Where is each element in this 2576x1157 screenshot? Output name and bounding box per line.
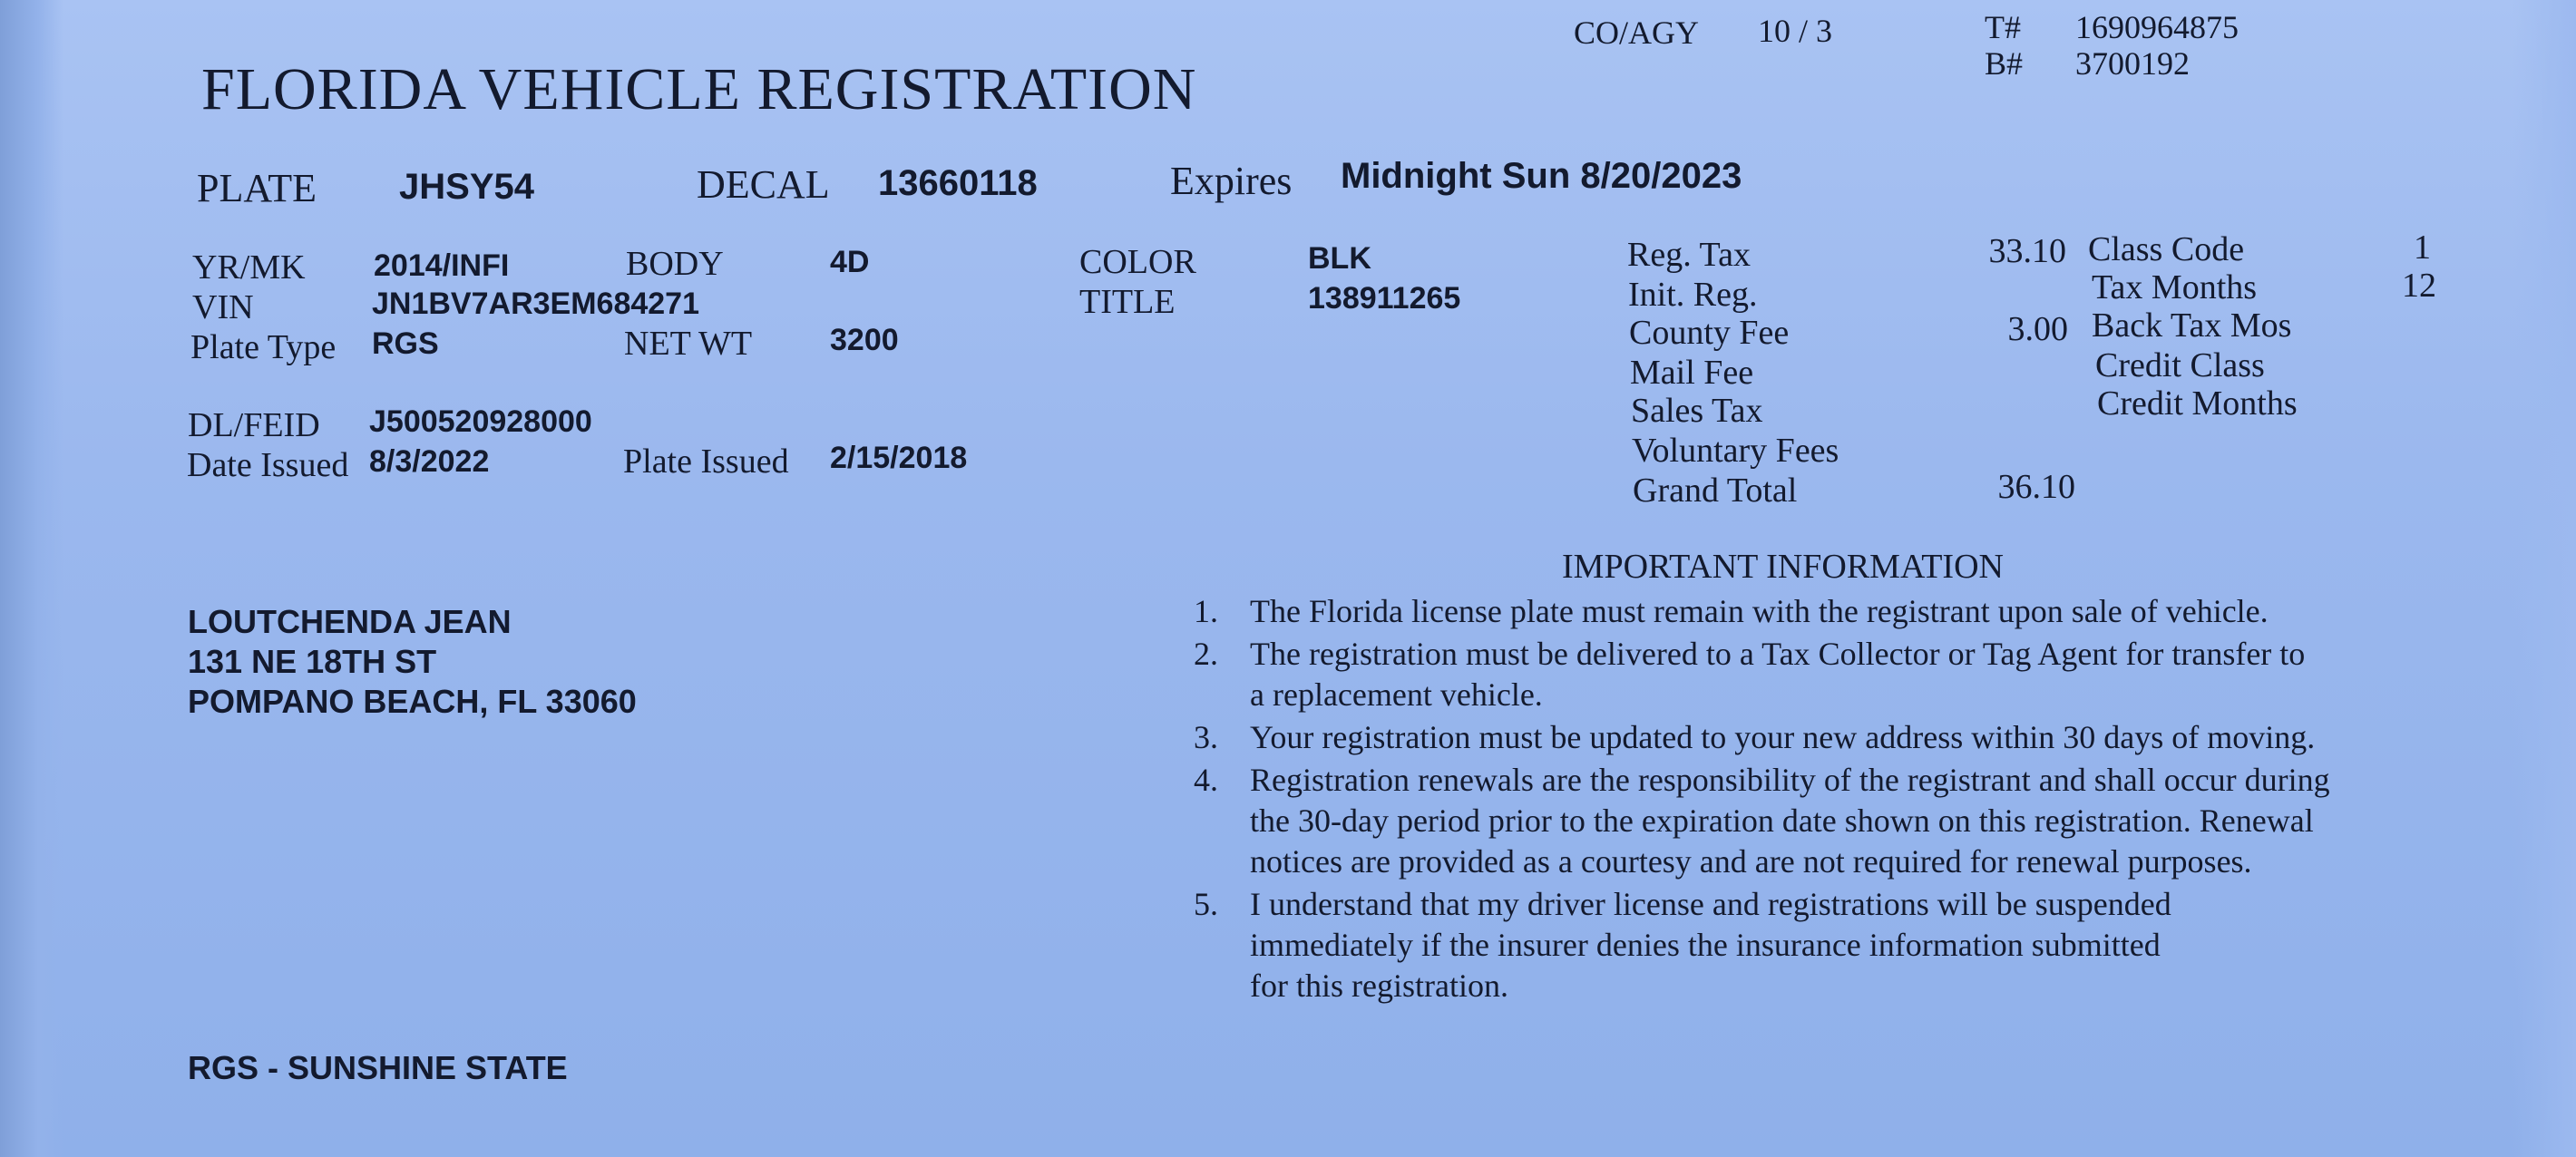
color-value: BLK	[1308, 241, 1371, 276]
owner-street: 131 NE 18TH ST	[188, 643, 437, 680]
net-wt-label: NET WT	[624, 325, 753, 363]
body-value: 4D	[830, 245, 870, 279]
credit-class-label: Credit Class	[2095, 346, 2265, 384]
title-number-value: 138911265	[1308, 281, 1461, 316]
list-item-text: Registration renewals are the responsibility of the registrant and shall occur during the 30-day period prior to the expiration date shown on this registration. Renewal notices are provided as a courtesy and are not required for renewal purposes.	[1250, 762, 2330, 880]
dl-feid-value: J500520928000	[369, 404, 592, 439]
grand-total-value: 36.10	[1997, 468, 2075, 506]
t-number-value: 1690964875	[2075, 9, 2239, 45]
tax-months-value: 12	[2402, 267, 2436, 305]
list-item	[1194, 591, 2482, 632]
yrmk-label: YR/MK	[192, 248, 306, 287]
list-item-number: 3.	[1194, 719, 1218, 755]
document-title: FLORIDA VEHICLE REGISTRATION	[201, 56, 1197, 122]
list-item-text: I understand that my driver license and registrations will be suspended immediately if the insurer denies the insurance information submitted for this registration.	[1250, 886, 2171, 1004]
list-item	[1194, 760, 2482, 882]
important-info-heading: IMPORTANT INFORMATION	[1562, 548, 2004, 586]
voluntary-fees-label: Voluntary Fees	[1632, 432, 1839, 470]
sales-tax-label: Sales Tax	[1631, 392, 1763, 430]
plate-value: JHSY54	[399, 167, 534, 207]
decal-value: 13660118	[878, 163, 1038, 203]
owner-city-line: POMPANO BEACH, FL 33060	[188, 683, 637, 720]
county-fee-value: 3.00	[2007, 310, 2068, 348]
plate-type-label: Plate Type	[190, 328, 337, 366]
grand-total-label: Grand Total	[1633, 472, 1798, 510]
reg-tax-label: Reg. Tax	[1627, 236, 1751, 274]
list-item	[1194, 884, 2482, 1006]
color-label: COLOR	[1079, 243, 1196, 281]
plate-label: PLATE	[197, 166, 317, 210]
b-number-value: 3700192	[2075, 45, 2190, 82]
list-item	[1194, 717, 2482, 758]
list-item-number: 5.	[1194, 886, 1218, 922]
vin-label: VIN	[192, 288, 254, 326]
yrmk-value: 2014/INFI	[374, 248, 510, 283]
owner-name: LOUTCHENDA JEAN	[188, 603, 512, 640]
expires-label: Expires	[1170, 159, 1293, 203]
paper-shadow-right	[2513, 0, 2576, 1157]
b-number-label: B#	[1985, 45, 2024, 82]
class-code-label: Class Code	[2088, 230, 2245, 268]
paper-shadow-left	[0, 0, 63, 1157]
important-info-list	[1194, 591, 2482, 1006]
plate-issued-value: 2/15/2018	[830, 441, 968, 475]
co-agy-value: 10 / 3	[1758, 13, 1833, 49]
date-issued-label: Date Issued	[187, 446, 349, 484]
title-number-label: TITLE	[1079, 283, 1176, 321]
co-agy-label: CO/AGY	[1574, 15, 1700, 51]
list-item-number: 1.	[1194, 593, 1218, 629]
class-code-value: 1	[2414, 228, 2431, 267]
county-fee-label: County Fee	[1629, 314, 1790, 352]
list-item-text: The registration must be delivered to a Tax Collector or Tag Agent for transfer to a replacement vehicle.	[1250, 636, 2306, 713]
back-tax-mos-label: Back Tax Mos	[2092, 306, 2292, 345]
tax-months-label: Tax Months	[2092, 268, 2258, 306]
list-item	[1194, 634, 2482, 715]
reg-tax-value: 33.10	[1988, 232, 2066, 270]
plate-type-value: RGS	[372, 326, 439, 361]
list-item-text: The Florida license plate must remain with the registrant upon sale of vehicle.	[1250, 593, 2269, 629]
vin-value: JN1BV7AR3EM684271	[372, 287, 699, 321]
expires-value: Midnight Sun 8/20/2023	[1341, 156, 1742, 196]
list-item-number: 4.	[1194, 762, 1218, 798]
plate-slogan: RGS - SUNSHINE STATE	[188, 1049, 568, 1086]
credit-months-label: Credit Months	[2097, 384, 2298, 423]
decal-label: DECAL	[697, 162, 830, 207]
date-issued-value: 8/3/2022	[369, 444, 490, 479]
body-label: BODY	[626, 245, 724, 283]
plate-issued-label: Plate Issued	[623, 442, 789, 481]
dl-feid-label: DL/FEID	[188, 406, 320, 444]
mail-fee-label: Mail Fee	[1630, 354, 1754, 392]
net-wt-value: 3200	[830, 323, 899, 357]
t-number-label: T#	[1985, 9, 2021, 45]
list-item-number: 2.	[1194, 636, 1218, 672]
init-reg-label: Init. Reg.	[1628, 276, 1758, 314]
list-item-text: Your registration must be updated to your new address within 30 days of moving.	[1250, 719, 2316, 755]
